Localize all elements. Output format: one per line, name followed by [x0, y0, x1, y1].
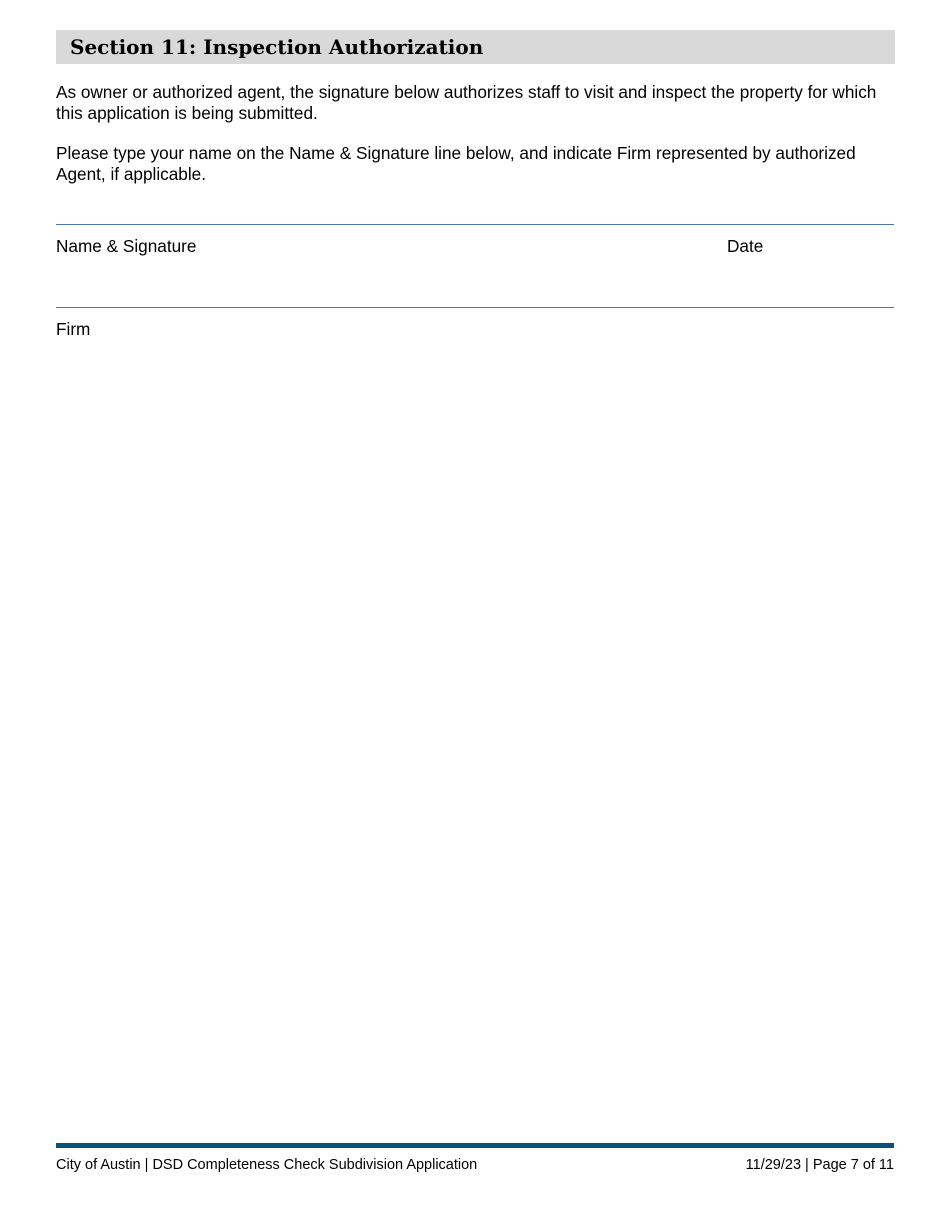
firm-line[interactable] — [56, 307, 894, 308]
date-label: Date — [727, 236, 764, 256]
footer-page-info: 11/29/23 | Page 7 of 11 — [745, 1157, 894, 1173]
firm-label: Firm — [56, 319, 91, 339]
signature-line[interactable] — [56, 224, 894, 225]
name-signature-label: Name & Signature — [56, 236, 197, 256]
section-header — [56, 30, 895, 64]
footer-document-title: City of Austin | DSD Completeness Check Subdivision Application — [56, 1157, 478, 1173]
section-title: Section 11: Inspection Authorization — [70, 35, 484, 59]
footer-divider — [56, 1143, 894, 1148]
authorization-paragraph: As owner or authorized agent, the signature below authorizes staff to visit and inspect the property for which this application is being submitted. — [56, 82, 877, 123]
instruction-paragraph: Please type your name on the Name & Signature line below, and indicate Firm represented by authorized Agent, if applicable. — [56, 143, 856, 184]
